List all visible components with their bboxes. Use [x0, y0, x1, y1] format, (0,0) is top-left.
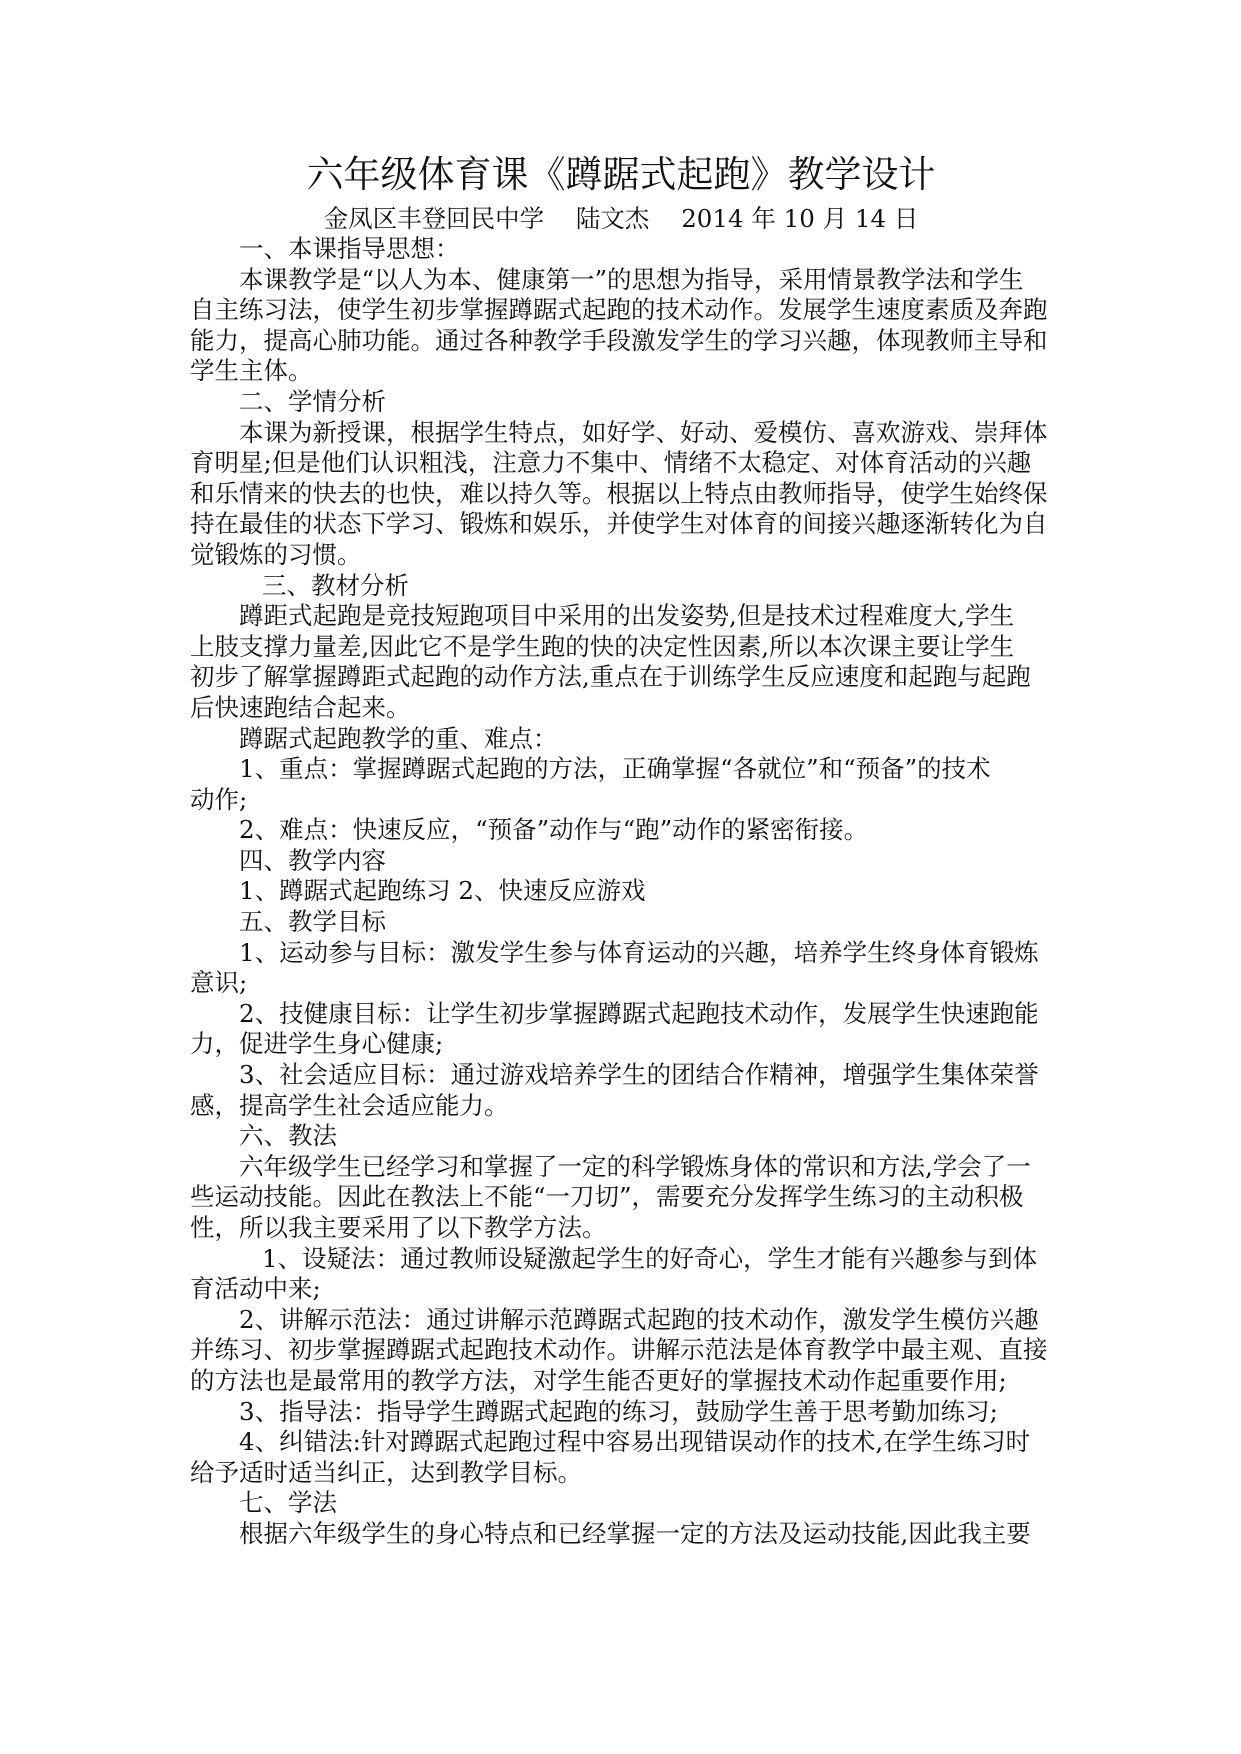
document-body: [190, 234, 1052, 1550]
author-name: 陆文杰: [575, 204, 650, 233]
text-line: 些运动技能。因此在教法上不能“一刀切”，需要充分发挥学生练习的主动积极: [190, 1182, 1024, 1212]
text-line: 给予适时适当纠正，达到教学目标。: [190, 1457, 582, 1487]
school-name: 金凤区丰登回民中学: [323, 204, 545, 233]
text-line: 六年级学生已经学习和掌握了一定的科学锻炼身体的常识和方法,学会了一: [239, 1151, 1031, 1181]
text-line: 蹲距式起跑是竞技短跑项目中采用的出发姿势,但是技术过程难度大,学生: [239, 601, 1015, 631]
text-line: 2、技健康目标：让学生初步掌握蹲踞式起跑技术动作，发展学生快速跑能: [239, 998, 1039, 1028]
text-line: 1、设疑法：通过教师设疑激起学生的好奇心，学生才能有兴趣参与到体: [262, 1243, 1038, 1273]
text-line: 四、教学内容: [239, 845, 386, 875]
text-line: 和乐情来的快去的也快，难以持久等。根据以上特点由教师指导，使学生始终保: [190, 478, 1048, 508]
text-line: 意识;: [190, 968, 248, 998]
text-line: 本课教学是“以人为本、健康第一”的思想为指导，采用情景教学法和学生: [239, 264, 1024, 294]
text-line: 后快速跑结合起来。: [190, 692, 411, 722]
document-page: [190, 150, 1052, 1550]
text-line: 一、本课指导思想：: [239, 234, 460, 263]
text-line: 育明星;但是他们认识粗浅，注意力不集中、情绪不太稳定、对体育活动的兴趣: [190, 448, 1032, 478]
text-line: 性，所以我主要采用了以下教学方法。: [190, 1213, 607, 1242]
text-line: 五、教学目标: [239, 907, 386, 937]
text-line: 动作;: [190, 784, 248, 814]
text-line: 持在最佳的状态下学习、锻炼和娱乐，并使学生对体育的间接兴趣逐渐转化为自: [190, 509, 1048, 539]
text-line: 1、运动参与目标：激发学生参与体育运动的兴趣，培养学生终身体育锻炼: [239, 937, 1039, 967]
text-line: 育活动中来;: [190, 1274, 321, 1304]
text-line: 3、指导法：指导学生蹲踞式起跑的练习，鼓励学生善于思考勤加练习;: [239, 1396, 998, 1426]
text-line: 蹲踞式起跑教学的重、难点：: [239, 723, 558, 753]
byline: [190, 204, 1052, 234]
text-line: 根据六年级学生的身心特点和已经掌握一定的方法及运动技能,因此我主要: [239, 1518, 1031, 1548]
text-line: 觉锻炼的习惯。: [190, 539, 362, 569]
text-line: 2、难点：快速反应，“预备”动作与“跑”动作的紧密衔接。: [239, 815, 869, 845]
document-date: 2014 年 10 月 14 日: [681, 204, 919, 233]
text-line: 本课为新授课，根据学生特点，如好学、好动、爱模仿、喜欢游戏、崇拜体: [239, 417, 1048, 447]
text-line: 的方法也是最常用的教学方法，对学生能否更好的掌握技术动作起重要作用;: [190, 1365, 1007, 1395]
text-line: 感，提高学生社会适应能力。: [190, 1090, 509, 1120]
text-line: 并练习、初步掌握蹲踞式起跑技术动作。讲解示范法是体育教学中最主观、直接: [190, 1335, 1048, 1365]
text-line: 学生主体。: [190, 356, 313, 386]
text-line: 力，促进学生身心健康;: [190, 1029, 444, 1059]
text-line: 2、讲解示范法：通过讲解示范蹲踞式起跑的技术动作，激发学生模仿兴趣: [239, 1304, 1039, 1334]
text-line: 能力，提高心肺功能。通过各种教学手段激发学生的学习兴趣，体现教师主导和: [190, 325, 1048, 355]
text-line: 1、重点：掌握蹲踞式起跑的方法，正确掌握“各就位”和“预备”的技术: [239, 754, 991, 784]
text-line: 三、教材分析: [262, 570, 409, 600]
text-line: 4、纠错法:针对蹲踞式起跑过程中容易出现错误动作的技术,在学生练习时: [239, 1427, 1031, 1457]
text-line: 七、学法: [239, 1488, 337, 1518]
text-line: 二、学情分析: [239, 386, 386, 416]
text-line: 初步了解掌握蹲距式起跑的动作方法,重点在于训练学生反应速度和起跑与起跑: [190, 662, 1031, 692]
text-line: 上肢支撑力量差,因此它不是学生跑的快的决定性因素,所以本次课主要让学生: [190, 631, 1015, 661]
text-line: 自主练习法，使学生初步掌握蹲踞式起跑的技术动作。发展学生速度素质及奔跑: [190, 295, 1048, 325]
text-line: 1、蹲踞式起跑练习 2、快速反应游戏: [239, 876, 646, 906]
text-line: 六、教法: [239, 1121, 337, 1151]
document-title: 六年级体育课《蹲踞式起跑》教学设计: [306, 153, 936, 196]
text-line: 3、社会适应目标：通过游戏培养学生的团结合作精神，增强学生集体荣誉: [239, 1060, 1039, 1090]
